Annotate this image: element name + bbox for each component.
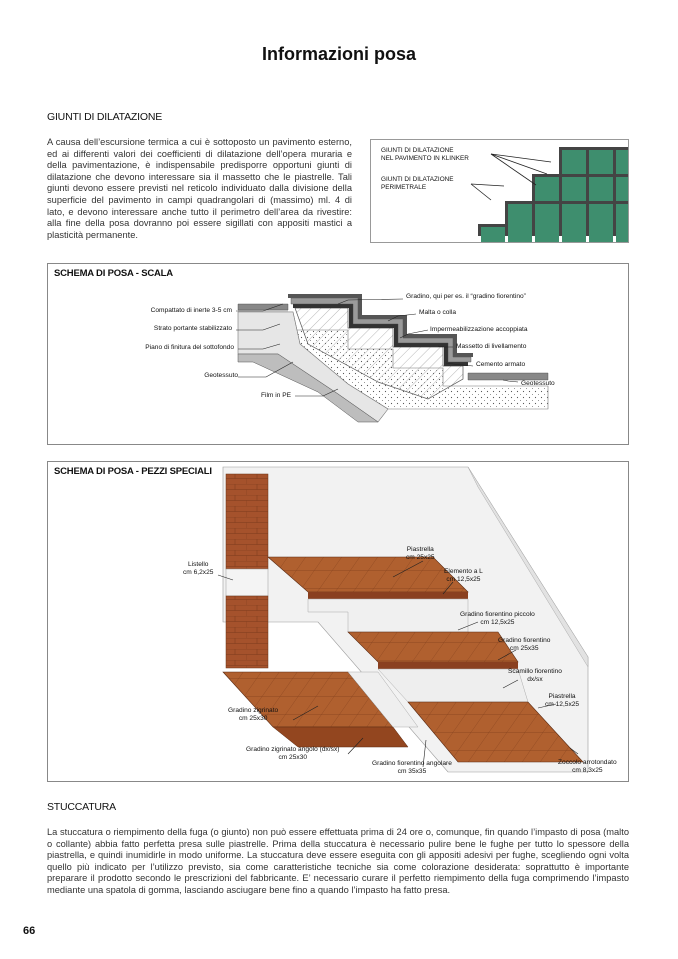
tread-nose-2 xyxy=(378,662,518,669)
giunti-paragraph: A causa dell’escursione termica a cui è sottoposto un pavimento esterno, ed ai differenti valori dei coefficienti di dilatazione dell’opera muraria e della pavimentazione, è indispensabile predisporre opportuni giunti di dilatazione che devono interessare sia il massetto che le piastrelle. Tali giunti devono essere previsti nel reticolo individuato dalla divisione della superficie del pavimento in campi quadrangolari di (massimo) ml. 4 di lato, e devono interessare anche tutto il perimetro dell’area da rivestire: alla fine della posa dovranno poi essere sigillati con appositi mastici a plasticità permanente. xyxy=(47,137,352,240)
klinker-tile xyxy=(562,177,586,201)
label-gradino: Gradino, qui per es. il “gradino fiorentino” xyxy=(406,293,526,300)
klinker-tile xyxy=(616,227,628,242)
klinker-tile xyxy=(589,227,613,242)
label-piastrella-top: Piastrella cm 25x25 xyxy=(406,546,435,561)
klinker-tile xyxy=(562,227,586,242)
label-strato: Strato portante stabilizzato xyxy=(153,325,232,332)
klinker-tile xyxy=(508,204,532,228)
klinker-tile xyxy=(589,204,613,228)
giunti-diagram xyxy=(370,139,629,243)
label-scamillo: Scamillo fiorentino dx/sx xyxy=(508,668,562,683)
label-impermeabilizzazione: Impermeabilizzazione accoppiata xyxy=(430,326,528,333)
label-fiorentino-angolare: Gradino fiorentino angolare cm 35x35 xyxy=(372,760,452,775)
klinker-tile xyxy=(616,150,628,174)
label-piastrella-bottom: Piastrella cm 12,5x25 xyxy=(545,693,580,708)
klinker-tile xyxy=(616,204,628,228)
tread-2 xyxy=(348,632,518,662)
page-title: Informazioni posa xyxy=(261,44,416,64)
stuccatura-heading: STUCCATURA xyxy=(47,801,116,813)
klinker-tile xyxy=(616,177,628,201)
label-malta: Malta o colla xyxy=(419,309,457,316)
giunti-heading: GIUNTI DI DILATAZIONE xyxy=(47,111,163,123)
right-paving xyxy=(468,373,548,380)
pointer-line xyxy=(491,154,536,185)
label-zoccolo: Zoccolo arrotondato cm 8,3x25 xyxy=(558,759,617,774)
klinker-tile xyxy=(535,227,559,242)
pezzi-box xyxy=(47,461,629,782)
label-film: Film in PE xyxy=(260,392,291,399)
label-zigrinato: Gradino zigrinato cm 25x30 xyxy=(228,707,279,722)
brick-column-lower xyxy=(226,596,268,668)
scala-section-drawing xyxy=(48,264,628,444)
giunti-label-perimetrale: GIUNTI DI DILATAZIONE PERIMETRALE xyxy=(381,176,454,191)
scala-title: SCHEMA DI POSA - SCALA xyxy=(54,268,173,279)
stuccatura-paragraph: La stuccatura o riempimento della fuga (o giunto) non può essere effettuata prima di 24 ore o, comunque, fin quando l’impasto di posa (malto o collante) abbia fatto perfetta presa sulle piastrelle. Prima della stuccatura è necessario pulire bene le fughe per tutto lo spessore della piastrella, e quindi inumidirle in modo uniforme. La stuccatura deve essere eseguita con gli appositi adesivi per fughe, scegliendo ogni volta quello più indicato per l’utilizzo previsto, sia come caratteristiche tecniche sia come colorazione desiderata: soprattutto è importante preparare il prodotto secondo le prescrizioni del fabbricante. E’ necessario curare il perfetto riempimento della fuga comprimendo l’impasto mediante una spatola di gomma, lasciando asciugare bene fino a quando l’impasto ha fatto presa. xyxy=(47,827,629,895)
floor-left-edge xyxy=(273,727,408,747)
klinker-tile xyxy=(589,150,613,174)
pointer-line xyxy=(471,184,491,200)
klinker-tile xyxy=(562,204,586,228)
pezzi-title: SCHEMA DI POSA - PEZZI SPECIALI xyxy=(54,466,212,477)
giunti-tile-grid xyxy=(371,140,628,242)
giunti-label-klinker: GIUNTI DI DILATAZIONE NEL PAVIMENTO IN KLINKER xyxy=(381,147,469,162)
leader-line xyxy=(503,380,518,382)
label-piano: Piano di finitura del sottofondo xyxy=(145,344,234,351)
scala-box xyxy=(47,263,629,445)
label-listello: Listello cm 6,2x25 xyxy=(183,561,214,576)
column-white xyxy=(226,569,268,596)
label-cemento: Cemento armato xyxy=(476,361,526,368)
label-geotessuto-left: Geotessuto xyxy=(204,372,238,379)
pointer-line xyxy=(491,154,547,174)
pointer-line xyxy=(471,184,504,186)
klinker-tile xyxy=(481,227,505,242)
label-massetto: Massetto di livellamento xyxy=(456,343,527,350)
pointer-line xyxy=(491,154,551,162)
brick-column xyxy=(226,474,268,569)
label-gradino-fiorentino: Gradino fiorentino cm 25x35 xyxy=(498,637,551,652)
klinker-tile xyxy=(508,227,532,242)
label-elemento-l: Elemento a L cm 12,5x25 xyxy=(444,568,483,583)
klinker-tile xyxy=(562,150,586,174)
klinker-tile xyxy=(535,177,559,201)
label-compattato: Compattato di inerte 3-5 cm xyxy=(150,307,232,314)
label-geotessuto-right: Geotessuto xyxy=(521,380,555,387)
label-zigrinato-angolo: Gradino zigrinato angolo (dx/sx) cm 25x30 xyxy=(246,746,340,761)
label-gradino-piccolo: Gradino fiorentino piccolo cm 12,5x25 xyxy=(460,611,535,626)
klinker-tile xyxy=(589,177,613,201)
page-number: 66 xyxy=(23,925,36,937)
pezzi-3d-drawing xyxy=(48,462,628,781)
klinker-tile xyxy=(535,204,559,228)
